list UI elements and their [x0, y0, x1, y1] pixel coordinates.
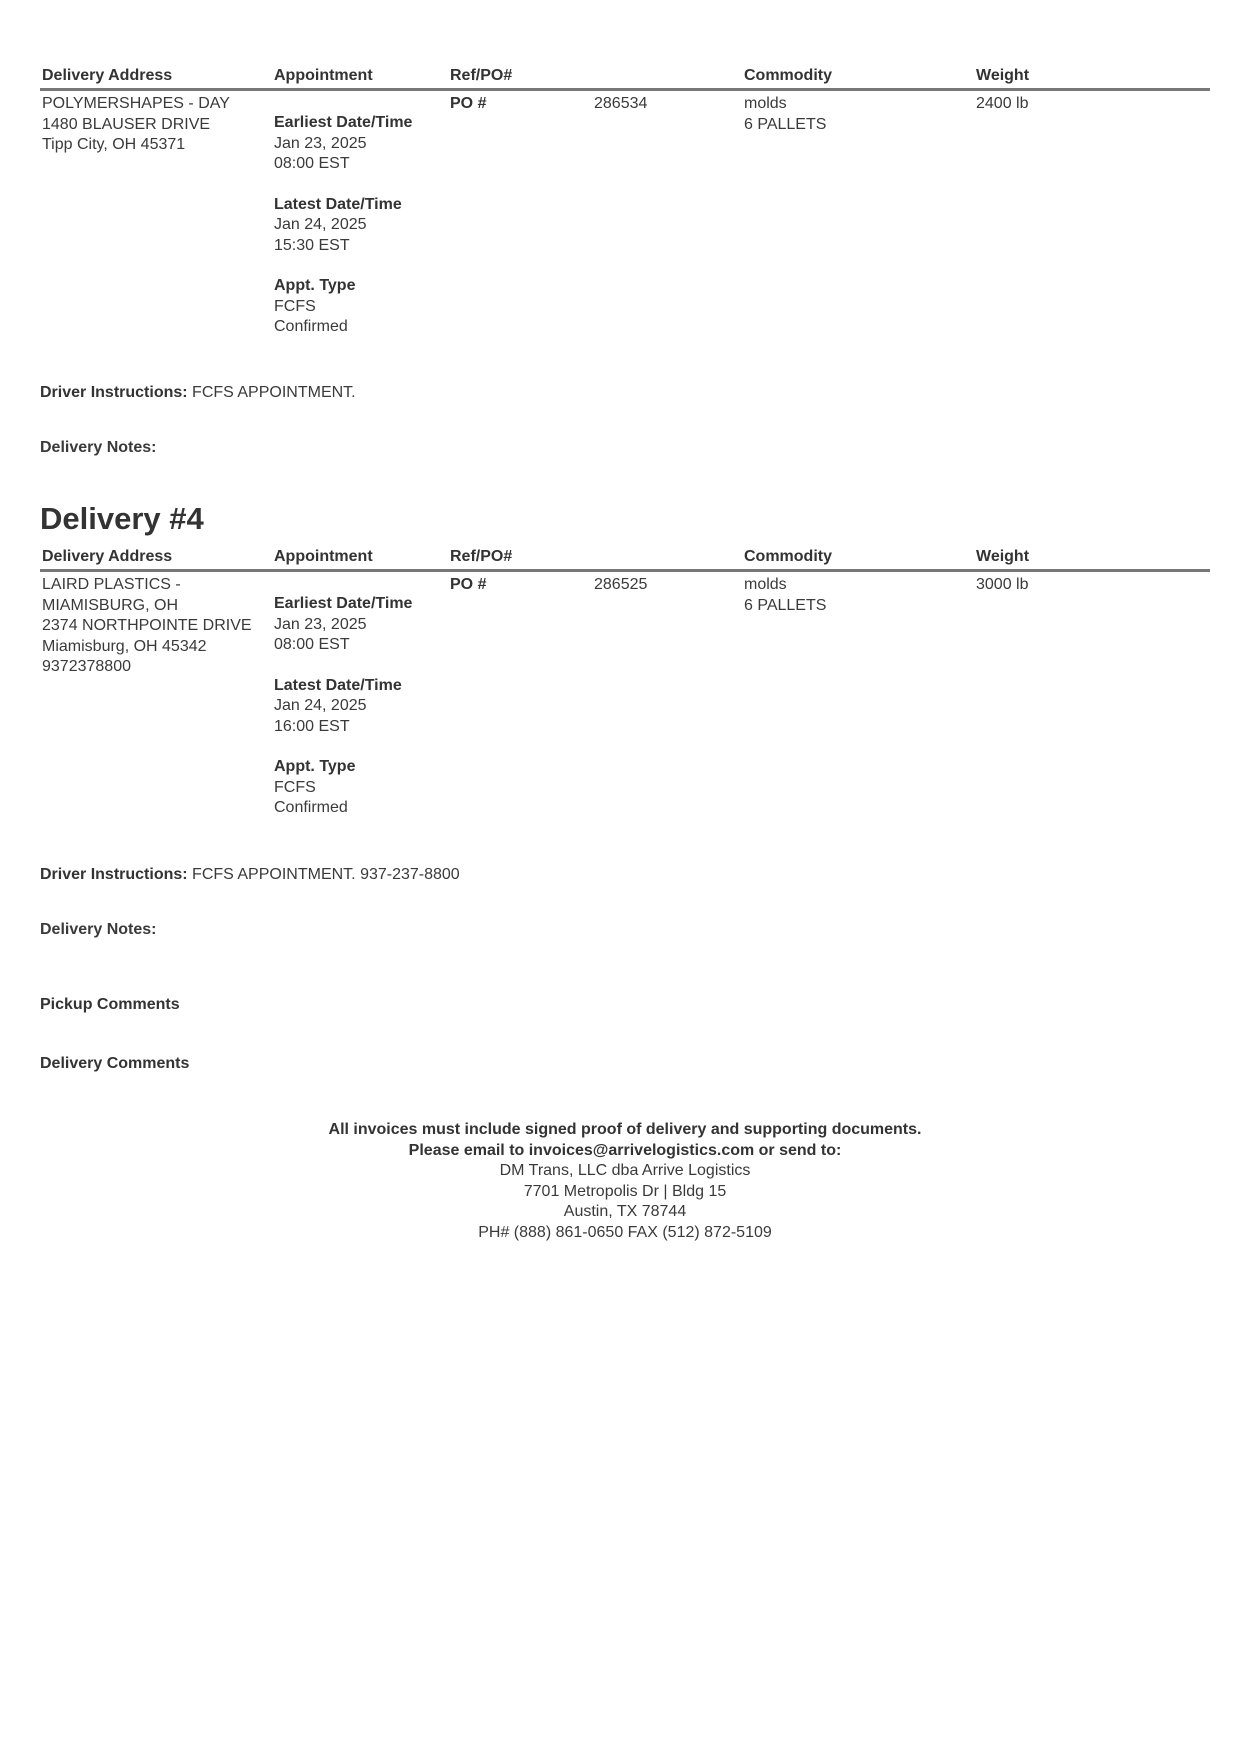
header-commodity: Commodity — [744, 67, 832, 84]
footer-phone: PH# (888) 861-0650 FAX (512) 872-5109 — [478, 1223, 772, 1241]
commodity: molds 6 PALLETS — [744, 95, 827, 133]
appointment — [274, 113, 434, 338]
earliest-date: Jan 23, 2025 — [274, 134, 367, 152]
header-ref-po: Ref/PO# — [450, 548, 513, 565]
header-appointment: Appointment — [274, 548, 373, 565]
latest-date: Jan 24, 2025 — [274, 216, 367, 233]
latest-label: Latest Date/Time — [274, 676, 402, 694]
earliest-date: Jan 23, 2025 — [274, 615, 367, 633]
earliest-label: Earliest Date/Time — [274, 114, 413, 131]
header-appointment: Appointment — [274, 67, 373, 84]
appt-status: Confirmed — [274, 799, 348, 816]
delivery-table — [40, 64, 1210, 335]
footer-city: Austin, TX 78744 — [563, 1203, 687, 1220]
driver-instructions: Driver Instructions: FCFS APPOINTMENT. — [40, 384, 356, 401]
table-header — [40, 545, 1210, 572]
appointment — [274, 594, 434, 819]
earliest-time: 08:00 EST — [274, 155, 350, 172]
latest-time: 15:30 EST — [274, 236, 350, 254]
header-ref-po: Ref/PO# — [450, 67, 513, 84]
commodity: molds 6 PALLETS — [744, 576, 827, 614]
header-commodity: Commodity — [744, 548, 832, 565]
earliest-label: Earliest Date/Time — [274, 595, 413, 612]
latest-time: 16:00 EST — [274, 717, 350, 735]
delivery-notes-label: Delivery Notes: — [40, 921, 157, 938]
appt-type-label: Appt. Type — [274, 277, 356, 294]
ref-value: 286534 — [594, 95, 648, 112]
header-weight: Weight — [976, 548, 1030, 565]
appt-status: Confirmed — [274, 318, 348, 335]
latest-date: Jan 24, 2025 — [274, 697, 367, 714]
delivery-table — [40, 545, 1210, 816]
earliest-time: 08:00 EST — [274, 636, 350, 653]
table-header — [40, 64, 1210, 91]
footer-invoice-notice: All invoices must include signed proof of delivery and supporting documents. — [328, 1121, 922, 1138]
invoice-footer — [40, 1120, 1210, 1243]
delivery-address: LAIRD PLASTICS - MIAMISBURG, OH 2374 NORTHPOINTE DRIVE Miamisburg, OH 45342 9372378800 — [42, 576, 252, 675]
appt-type: FCFS — [274, 778, 316, 796]
pickup-comments-label: Pickup Comments — [40, 996, 180, 1013]
delivery-comments-label: Delivery Comments — [40, 1055, 190, 1072]
footer-street: 7701 Metropolis Dr | Bldg 15 — [523, 1182, 727, 1200]
delivery-heading: Delivery #4 — [40, 501, 204, 536]
footer-email-line: Please email to invoices@arrivelogistics.com or send to: — [408, 1141, 842, 1159]
delivery-notes-label: Delivery Notes: — [40, 439, 157, 456]
appt-type: FCFS — [274, 297, 316, 315]
header-delivery-address: Delivery Address — [42, 548, 173, 565]
delivery-address: POLYMERSHAPES - DAY 1480 BLAUSER DRIVE Tipp City, OH 45371 — [42, 95, 230, 153]
latest-label: Latest Date/Time — [274, 195, 402, 213]
ref-label: PO # — [450, 95, 487, 112]
weight: 3000 lb — [976, 576, 1029, 593]
ref-value: 286525 — [594, 576, 648, 593]
header-weight: Weight — [976, 67, 1030, 84]
header-delivery-address: Delivery Address — [42, 67, 173, 84]
weight: 2400 lb — [976, 95, 1029, 112]
ref-label: PO # — [450, 576, 487, 593]
driver-instructions: Driver Instructions: FCFS APPOINTMENT. 937-237-8800 — [40, 866, 460, 883]
footer-company: DM Trans, LLC dba Arrive Logistics — [499, 1162, 751, 1179]
appt-type-label: Appt. Type — [274, 758, 356, 775]
